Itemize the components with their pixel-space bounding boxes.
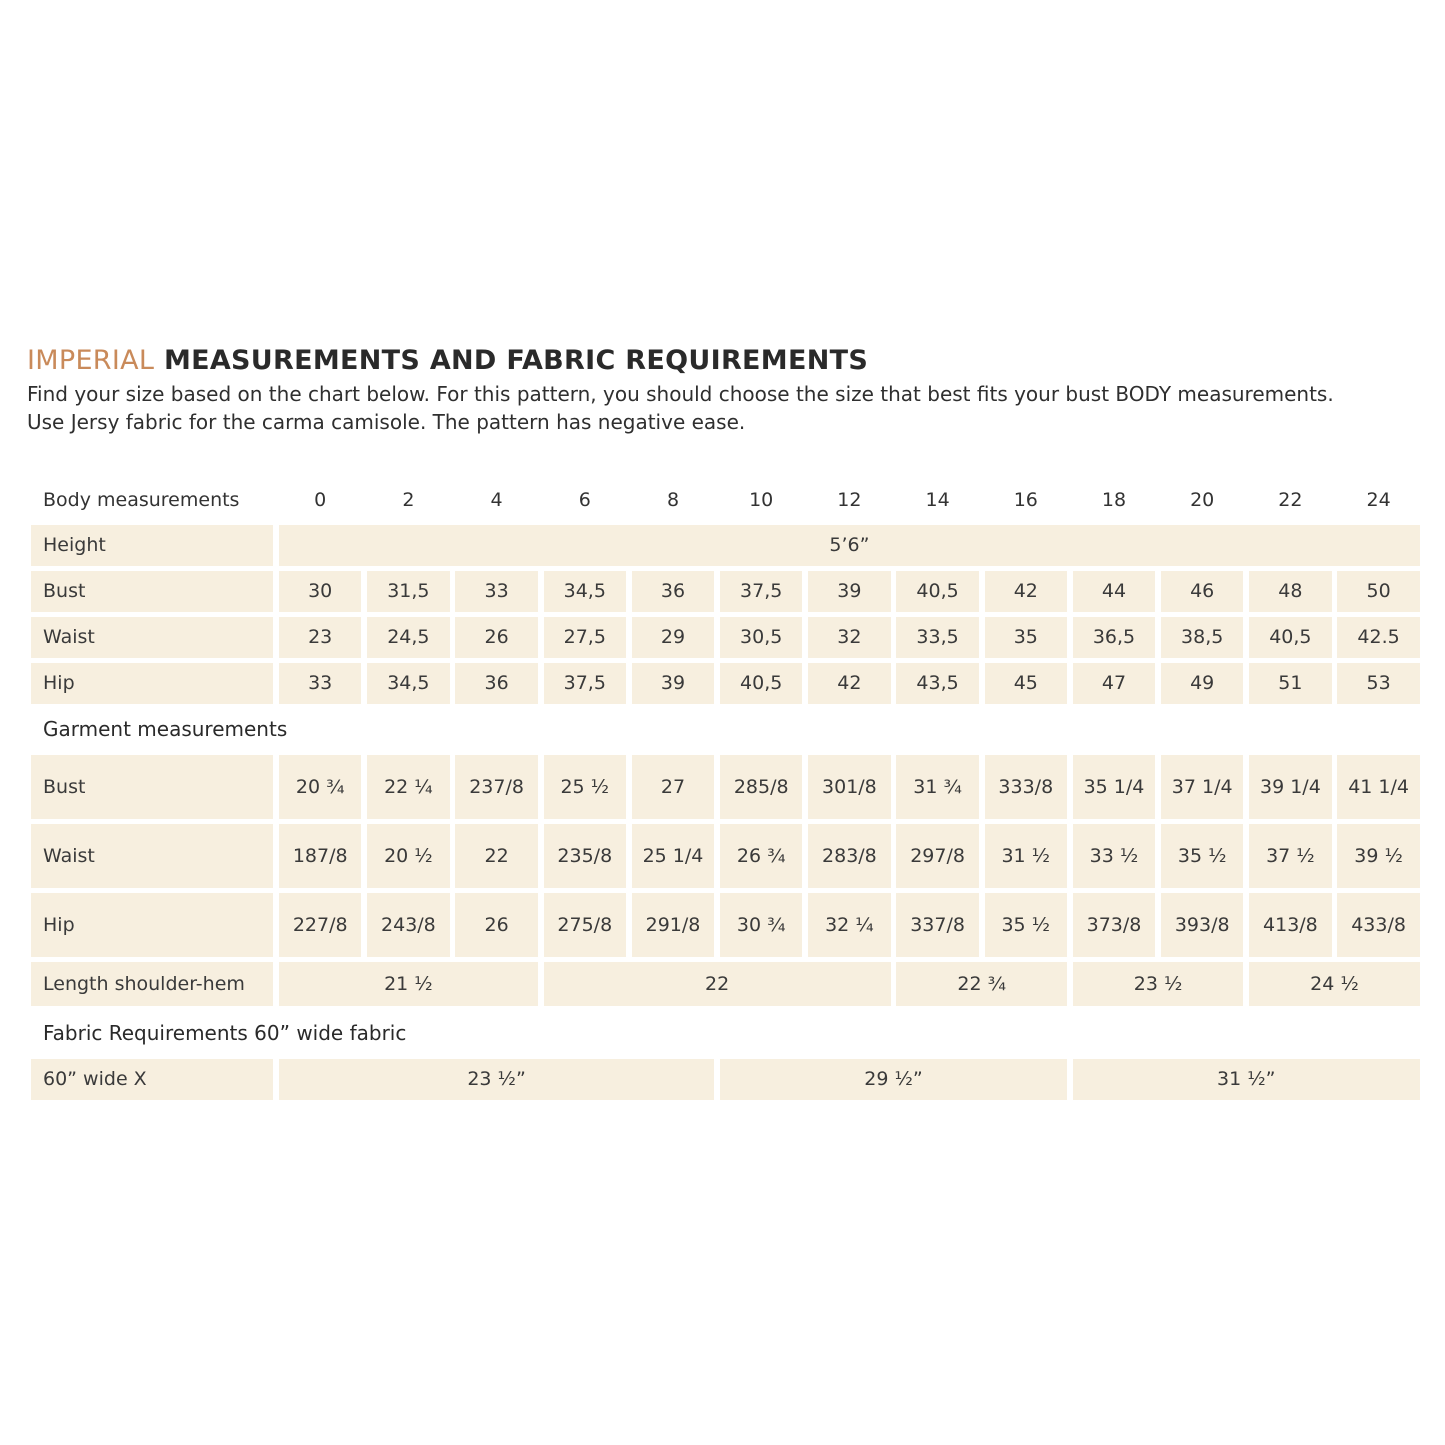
body-measurement-cell: 36	[455, 663, 537, 704]
body-measurement-cell: 26	[455, 617, 537, 658]
size-header: 16	[1013, 489, 1038, 511]
garment-measurement-cell: 22 ¼	[367, 755, 449, 819]
body-measurement-cell: 38,5	[1161, 617, 1243, 658]
garment-measurement-cell: 41 3/8	[1249, 893, 1331, 957]
size-header: 18	[1101, 489, 1127, 511]
fabric-value: 31 ½”	[1073, 1059, 1420, 1100]
body-measurement-cell: 32	[808, 617, 890, 658]
body-measurement-cell: 37,5	[544, 663, 626, 704]
fabric-value: 23 ½”	[279, 1059, 714, 1100]
size-header: 2	[402, 489, 415, 511]
body-measurement-cell: 44	[1073, 571, 1155, 612]
body-measurement-cell: 36	[632, 571, 714, 612]
fabric-value: 29 ½”	[720, 1059, 1067, 1100]
garment-measurement-cell: 25 1/4	[632, 824, 714, 888]
body-measurement-cell: 46	[1161, 571, 1243, 612]
garment-measurement-cell: 35 ½	[1161, 824, 1243, 888]
row-label: Height	[31, 525, 273, 566]
garment-measurement-cell: 28 5/8	[720, 755, 802, 819]
garment-measurement-cell: 37 1/4	[1161, 755, 1243, 819]
body-measurement-cell: 43,5	[896, 663, 978, 704]
garment-measurement-cell: 26	[455, 893, 537, 957]
garment-measurement-cell: 23 5/8	[544, 824, 626, 888]
garment-measurement-cell: 20 ½	[367, 824, 449, 888]
garment-measurement-cell: 32 ¼	[808, 893, 890, 957]
body-measurement-cell: 40,5	[1249, 617, 1331, 658]
header-body-measurements: Body measurements	[43, 489, 240, 511]
body-measurement-cell: 36,5	[1073, 617, 1155, 658]
body-measurement-cell: 33,5	[896, 617, 978, 658]
garment-measurement-cell: 39 1/4	[1249, 755, 1331, 819]
garment-measurement-cell: 35 ½	[985, 893, 1067, 957]
garment-measurement-cell: 28 3/8	[808, 824, 890, 888]
garment-measurement-cell: 23 7/8	[455, 755, 537, 819]
length-value: 23 ½	[1073, 962, 1244, 1006]
size-header: 6	[578, 489, 591, 511]
page-title	[27, 345, 868, 376]
row-label: 60” wide X	[31, 1059, 273, 1100]
garment-measurements-heading: Garment measurements	[43, 717, 288, 741]
body-measurement-cell: 24,5	[367, 617, 449, 658]
body-measurement-cell: 51	[1249, 663, 1331, 704]
fabric-requirements-heading: Fabric Requirements 60” wide fabric	[43, 1021, 407, 1045]
garment-measurement-cell: 22 7/8	[279, 893, 361, 957]
garment-measurement-cell: 27	[632, 755, 714, 819]
size-header: 12	[837, 489, 862, 511]
garment-measurement-cell: 33 7/8	[896, 893, 978, 957]
size-header: 10	[749, 489, 774, 511]
intro-line-1: Find your size based on the chart below. For this pattern, you should choose the size that best fits your bust BODY measurements.	[27, 382, 1334, 406]
body-measurement-cell: 37,5	[720, 571, 802, 612]
body-measurement-cell: 30	[279, 571, 361, 612]
size-header: 20	[1190, 489, 1215, 511]
title-accent: IMPERIAL	[27, 345, 155, 376]
body-measurement-cell: 29	[632, 617, 714, 658]
body-measurement-cell: 40,5	[720, 663, 802, 704]
row-label: Bust	[31, 571, 273, 612]
garment-measurement-cell: 39 3/8	[1161, 893, 1243, 957]
garment-measurement-cell: 22	[455, 824, 537, 888]
garment-measurement-cell: 33 ½	[1073, 824, 1155, 888]
garment-measurement-cell: 39 ½	[1337, 824, 1419, 888]
row-label: Waist	[31, 824, 273, 888]
body-measurement-cell: 47	[1073, 663, 1155, 704]
length-value: 22	[544, 962, 891, 1006]
body-measurement-cell: 39	[808, 571, 890, 612]
garment-measurement-cell: 31 ½	[985, 824, 1067, 888]
size-header: 8	[666, 489, 680, 511]
body-measurement-cell: 30,5	[720, 617, 802, 658]
garment-measurement-cell: 18 7/8	[279, 824, 361, 888]
body-measurement-cell: 33	[279, 663, 361, 704]
size-header: 4	[490, 489, 503, 511]
body-measurement-cell: 40,5	[896, 571, 978, 612]
body-measurement-cell: 27,5	[544, 617, 626, 658]
body-measurement-cell: 49	[1161, 663, 1243, 704]
body-measurement-cell: 23	[279, 617, 361, 658]
body-measurement-cell: 33	[455, 571, 537, 612]
row-label: Bust	[31, 755, 273, 819]
body-measurement-cell: 42	[985, 571, 1067, 612]
body-measurement-cell: 45	[985, 663, 1067, 704]
body-measurement-cell: 31,5	[367, 571, 449, 612]
body-measurement-cell: 53	[1337, 663, 1419, 704]
garment-measurement-cell: 37 ½	[1249, 824, 1331, 888]
garment-measurement-cell: 37 3/8	[1073, 893, 1155, 957]
size-header: 22	[1278, 489, 1303, 511]
garment-measurement-cell: 41 1/4	[1337, 755, 1419, 819]
garment-measurement-cell: 31 ¾	[896, 755, 978, 819]
row-label: Waist	[31, 617, 273, 658]
garment-measurement-cell: 25 ½	[544, 755, 626, 819]
length-value: 22 ¾	[896, 962, 1067, 1006]
garment-measurement-cell: 24 3/8	[367, 893, 449, 957]
garment-measurement-cell: 35 1/4	[1073, 755, 1155, 819]
garment-measurement-cell: 27 5/8	[544, 893, 626, 957]
size-header: 14	[925, 489, 950, 511]
height-value: 5’6”	[279, 525, 1420, 566]
body-measurement-cell: 42	[808, 663, 890, 704]
length-value: 24 ½	[1249, 962, 1420, 1006]
size-header: 0	[314, 489, 327, 511]
garment-measurement-cell: 20 ¾	[279, 755, 361, 819]
garment-measurement-cell: 29 7/8	[896, 824, 978, 888]
row-label: Hip	[31, 663, 273, 704]
row-label: Length shoulder-hem	[31, 962, 273, 1006]
body-measurement-cell: 34,5	[367, 663, 449, 704]
body-measurement-cell: 42.5	[1337, 617, 1419, 658]
garment-measurement-cell: 30 ¾	[720, 893, 802, 957]
row-label: Hip	[31, 893, 273, 957]
size-header: 24	[1366, 489, 1391, 511]
body-measurement-cell: 35	[985, 617, 1067, 658]
body-measurement-cell: 39	[632, 663, 714, 704]
title-rest: MEASUREMENTS AND FABRIC REQUIREMENTS	[154, 345, 869, 376]
garment-measurement-cell: 26 ¾	[720, 824, 802, 888]
garment-measurement-cell: 29 1/8	[632, 893, 714, 957]
body-measurement-cell: 50	[1337, 571, 1419, 612]
length-value: 21 ½	[279, 962, 538, 1006]
garment-measurement-cell: 30 1/8	[808, 755, 890, 819]
body-measurement-cell: 48	[1249, 571, 1331, 612]
intro-line-2: Use Jersy fabric for the carma camisole. The pattern has negative ease.	[27, 410, 746, 434]
body-measurement-cell: 34,5	[544, 571, 626, 612]
garment-measurement-cell: 43 3/8	[1337, 893, 1419, 957]
garment-measurement-cell: 33 3/8	[985, 755, 1067, 819]
